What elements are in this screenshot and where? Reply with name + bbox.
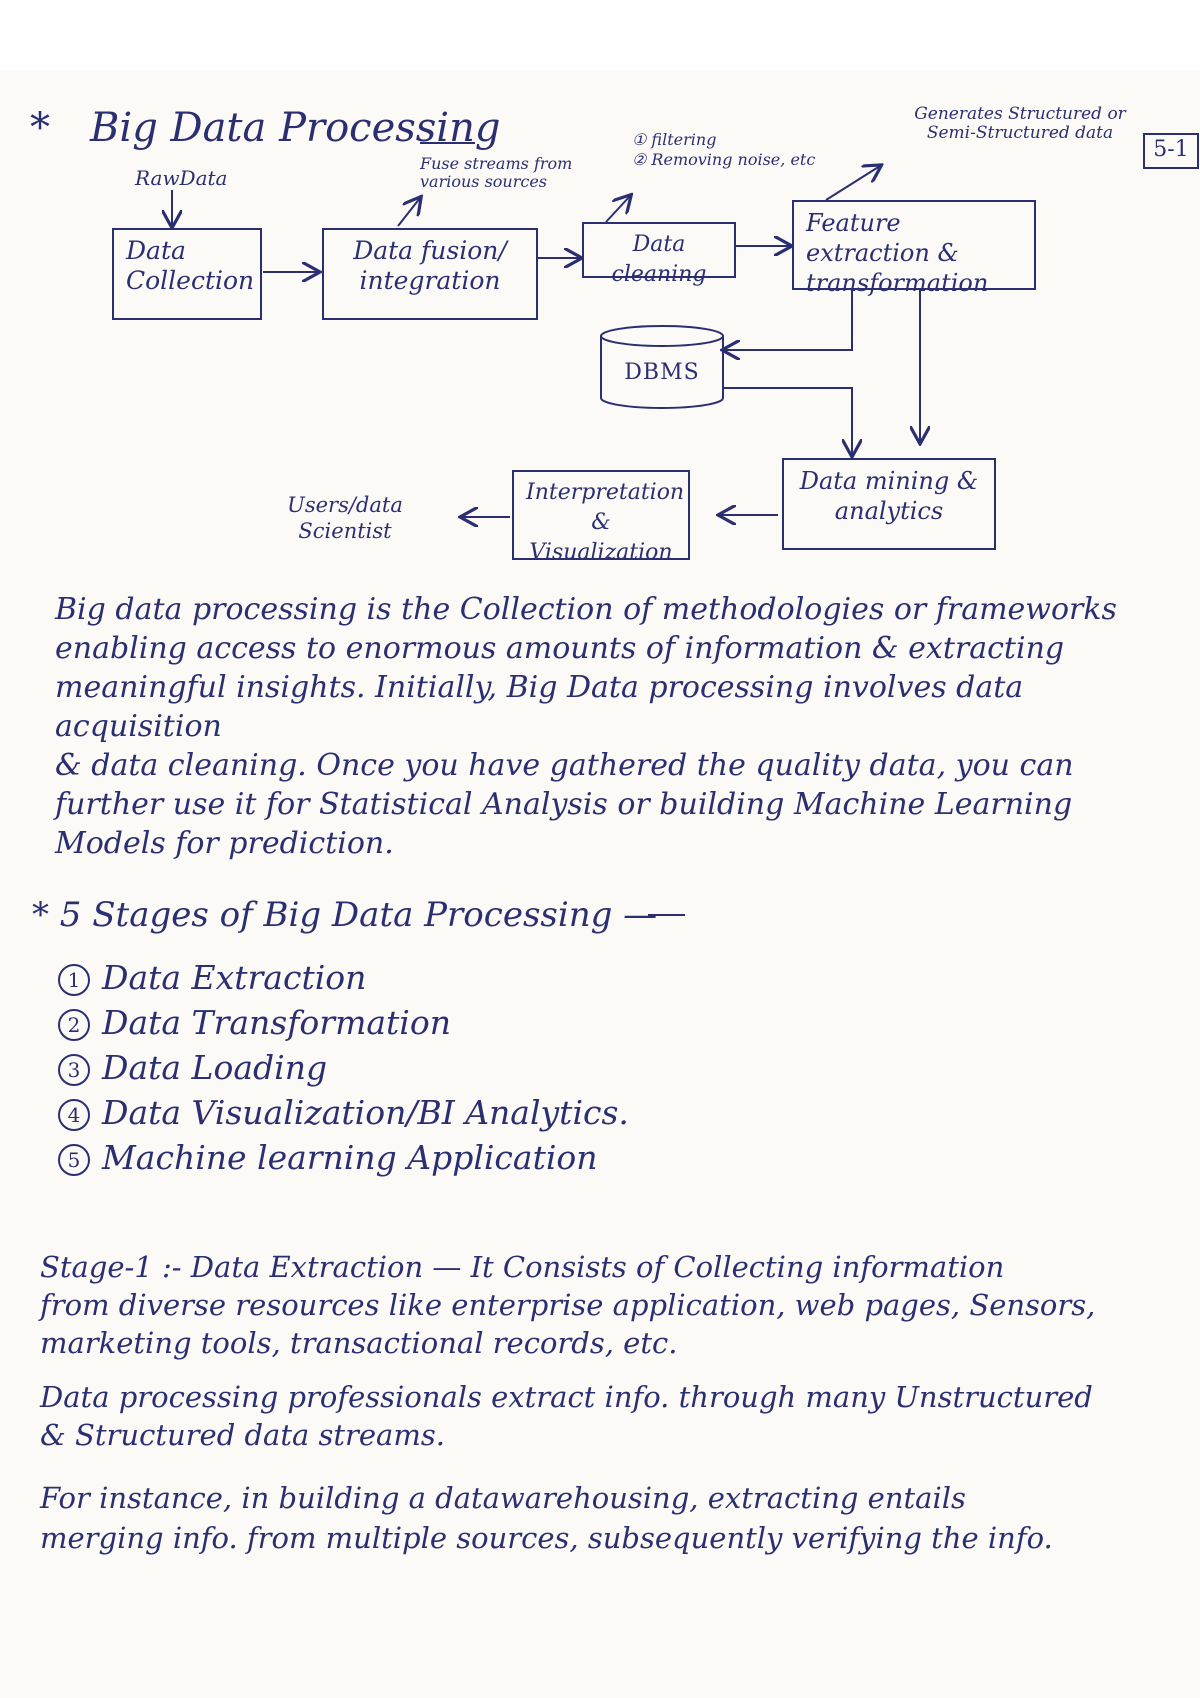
box-feature-extraction: Feature extraction & transformation [792,200,1036,290]
instance-line: merging info. from multiple sources, subsequently verifying the info. [40,1521,1053,1555]
intro-line: Big data processing is the Collection of methodologies or frameworks [55,592,1117,627]
intro-line: meaningful insights. Initially, Big Data processing involves data acquisition [55,670,1024,744]
arrow-feature-to-dbms [724,290,852,350]
stage-number: 1 [58,964,90,996]
stage1-line: from diverse resources like enterprise application, web pages, Sensors, [40,1288,1096,1322]
stage-label: Data Transformation [102,1003,451,1042]
box-data-cleaning: Data cleaning [582,222,736,278]
stage-label: Machine learning Application [102,1138,598,1177]
stage-item [58,1135,629,1180]
instance-paragraph [40,1478,1195,1558]
stage-label: Data Loading [102,1048,328,1087]
users-data-scientist: Users/data Scientist [287,493,403,543]
instance-line: For instance, in building a datawarehousing, extracting entails [40,1481,966,1515]
box-data-mining: Data mining & analytics [782,458,996,550]
box-data-fusion: Data fusion/ integration [322,228,538,320]
arrow-dbms-to-mining [724,388,852,455]
stage-item [58,1000,629,1045]
stage1-line: marketing tools, transactional records, etc. [40,1326,678,1360]
intro-line: enabling access to enormous amounts of information & extracting [55,631,1065,666]
box-interpretation: Interpretation & Visualization [512,470,690,560]
stage-number: 3 [58,1054,90,1086]
arrow-cleaning-to-filtering-note [606,196,630,222]
stage-label: Data Extraction [102,958,367,997]
professionals-line: & Structured data streams. [40,1418,445,1452]
note-filtering-line-2: ② Removing noise, etc [632,150,816,169]
raw-data-label: RawData [135,166,228,190]
stage-number: 4 [58,1099,90,1131]
dbms-label: DBMS [624,360,700,385]
note-filtering-line-1: ① filtering [632,130,717,149]
stage-item [58,955,629,1000]
star-bullet: * [30,105,50,151]
stages-heading: * 5 Stages of Big Data Processing — [32,895,658,935]
note-filtering [632,130,815,170]
stage-label: Data Visualization/BI Analytics. [102,1093,629,1132]
arrow-fusion-to-streams-note [398,198,420,226]
professionals-line: Data processing professionals extract info. through many Unstructured [40,1380,1093,1414]
intro-line: further use it for Statistical Analysis or building Machine Learning [55,787,1073,822]
arrow-feature-to-generates-note [826,166,880,200]
note-streams: Fuse streams from various sources [420,154,573,191]
page-tag: 5-1 [1143,133,1199,169]
intro-line: & data cleaning. Once you have gathered the quality data, you can [55,748,1074,783]
professionals-paragraph [40,1378,1195,1454]
page-title: Big Data Processing [90,105,501,151]
intro-paragraph [55,590,1195,863]
stage-number: 2 [58,1009,90,1041]
stage-item [58,1045,629,1090]
note-generates: Generates Structured or Semi-Structured data [914,104,1126,143]
stage-number: 5 [58,1144,90,1176]
intro-line: Models for prediction. [55,826,394,861]
box-data-collection: Data Collection [112,228,262,320]
stage1-paragraph [40,1248,1195,1362]
stages-list [58,955,629,1180]
stage-item [58,1090,629,1135]
stage1-line: Stage-1 :- Data Extraction — It Consists of Collecting information [40,1250,1005,1284]
